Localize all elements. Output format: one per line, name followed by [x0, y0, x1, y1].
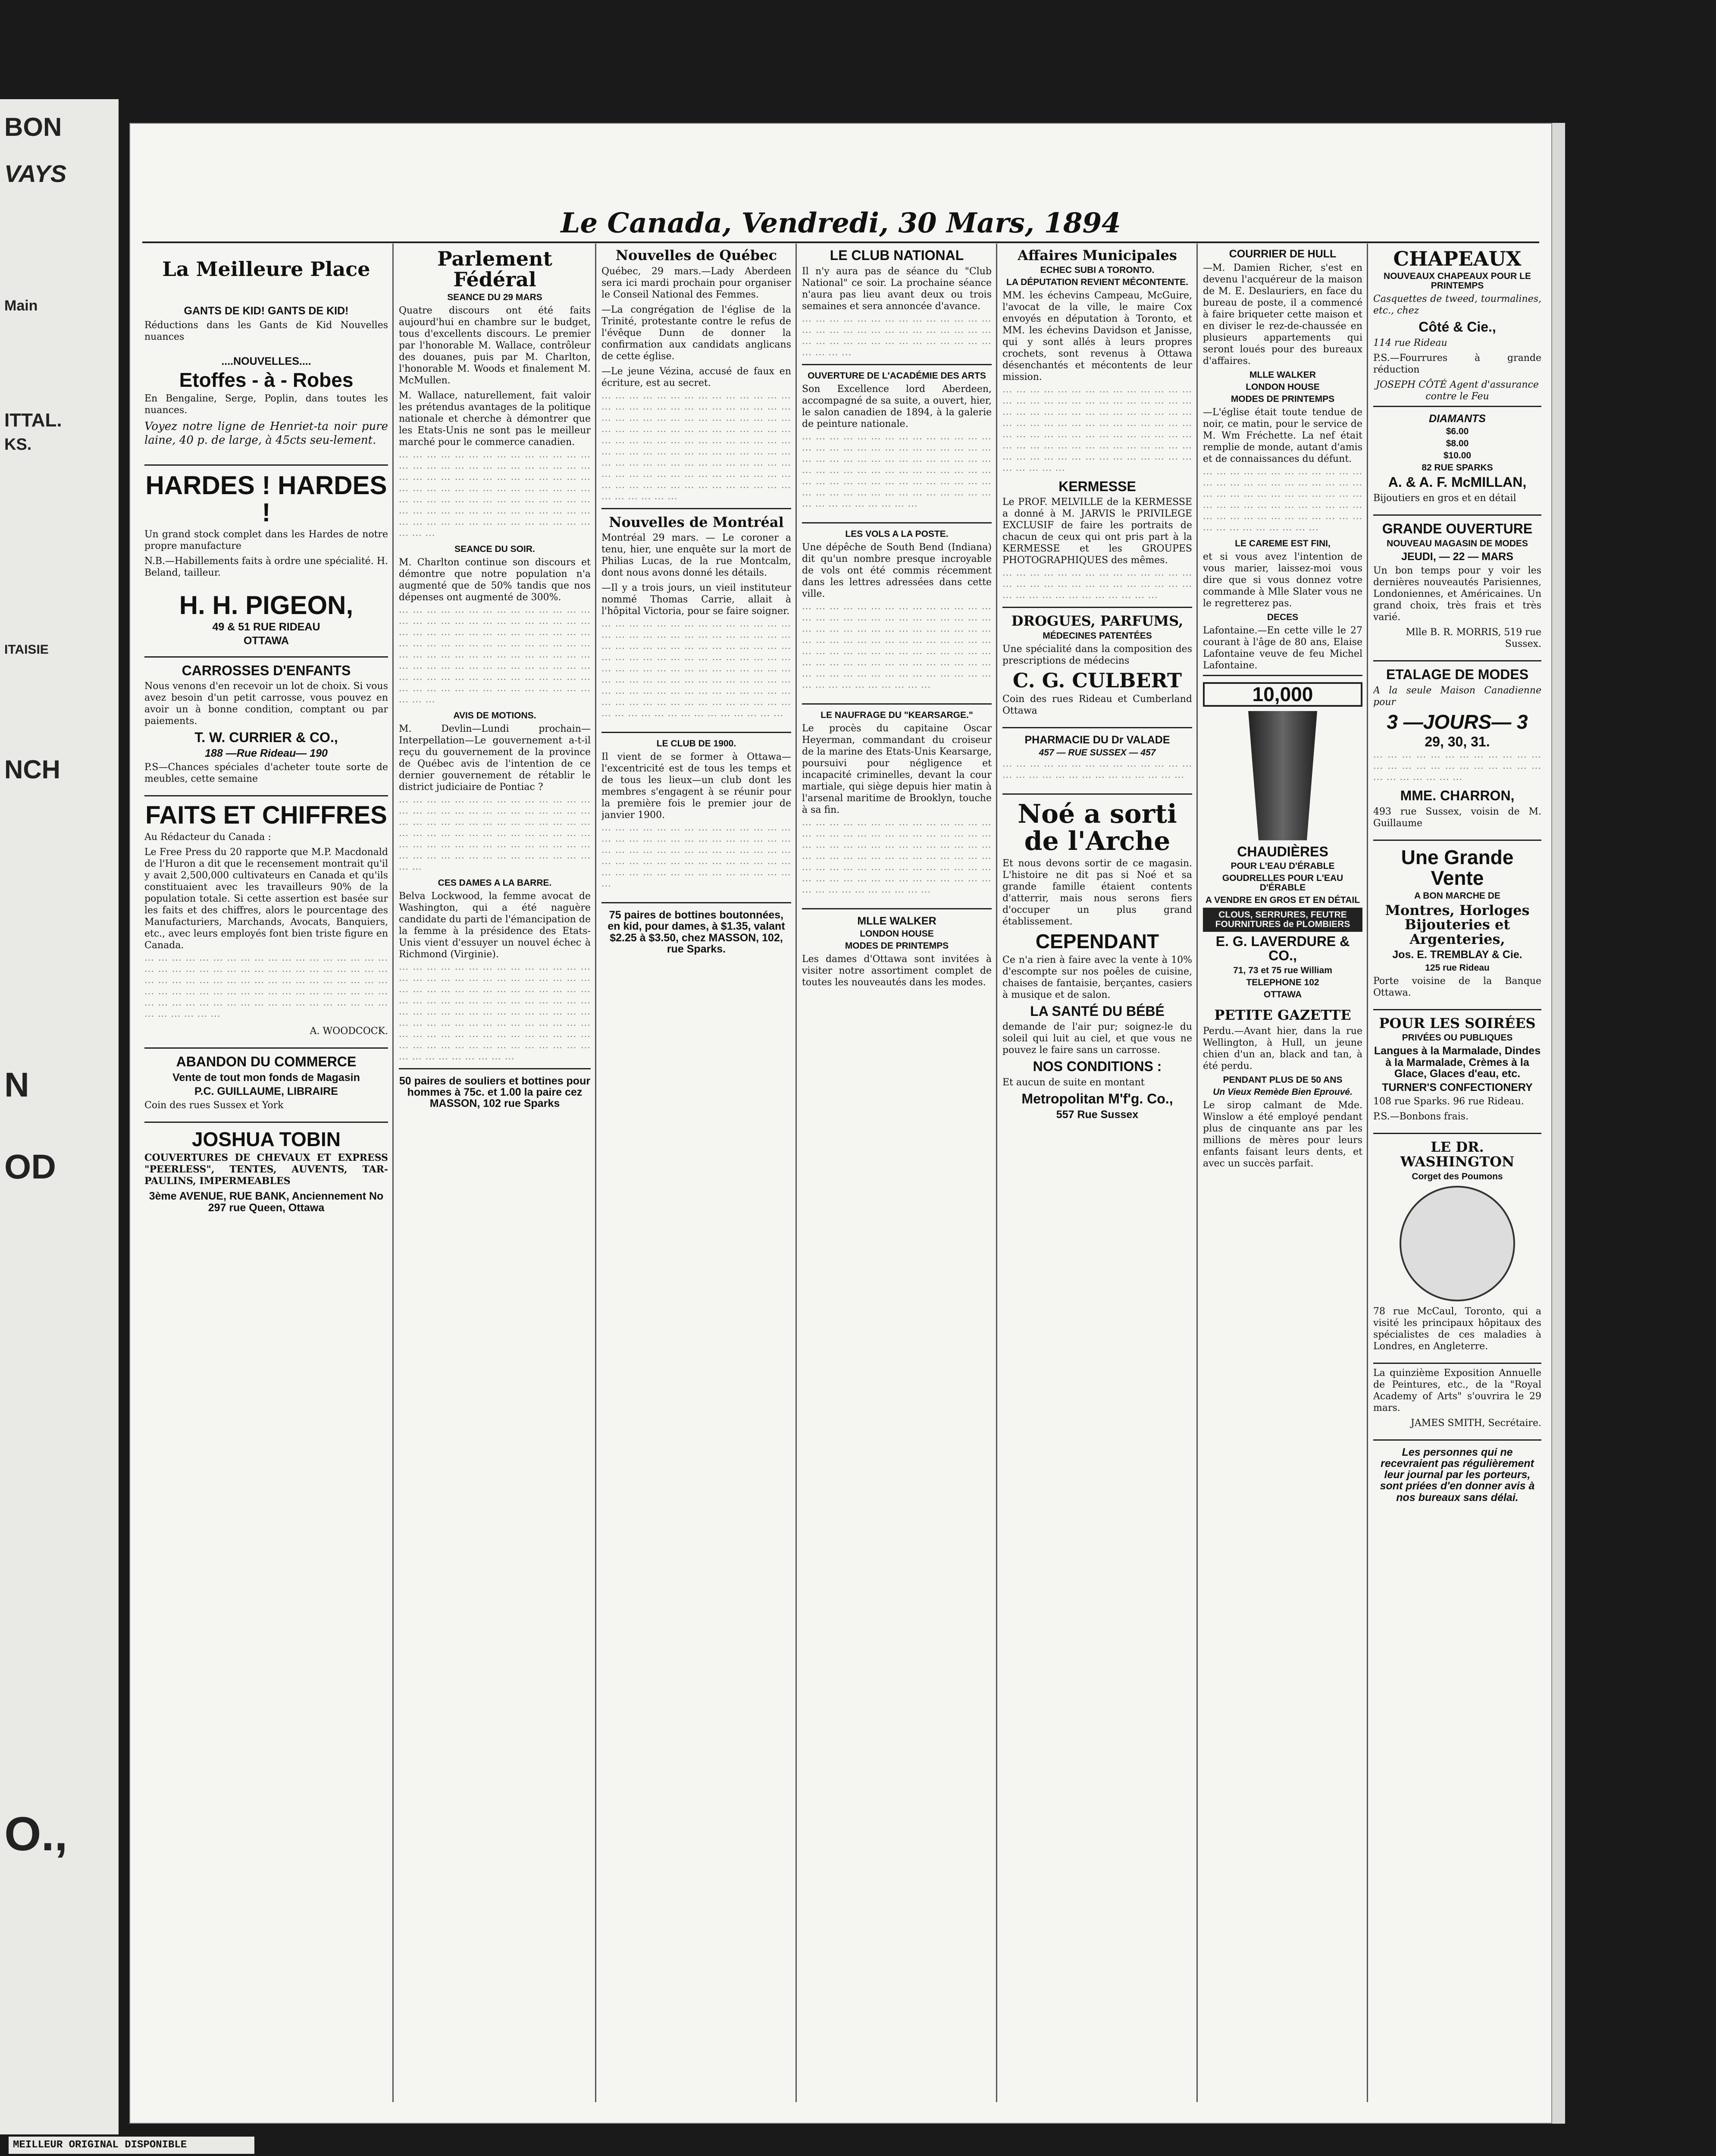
left-strip-text: BON [4, 113, 62, 141]
ad-headline: 50 paires de souliers et bottines pour hommes à 75c. et 1.00 la paire cez MASSON, 102 rue Sparks [399, 1075, 591, 1110]
ad-sub: LONDON HOUSE [1246, 382, 1320, 392]
ad-headline: La Meilleure Place [162, 257, 370, 281]
ad-headline: LE DR. WASHINGTON [1400, 1139, 1515, 1170]
article-text: —M. Damien Richer, s'est en devenu l'acquéreur de la maison de M. E. Deslauriers, en face du bureau de poste, il a commencé à faire briqueter cette maison et en diviser le rez-de-chaussée en plusieurs appartements qui seront loués pour des bureaux d'affaires. [1203, 263, 1362, 367]
article [601, 508, 791, 729]
ad-block [1373, 1363, 1541, 1436]
ad-block [1373, 514, 1541, 657]
ad-headline: MLLE WALKER [857, 915, 936, 927]
ad-price: $10.00 [1443, 451, 1472, 461]
article-title: LE CAREME EST FINI, [1235, 539, 1331, 549]
article-subhead: AVIS DE MOTIONS. [453, 710, 536, 721]
illegible-text: ··· ··· ··· ··· ··· ··· ··· ··· ··· ··· ··· ··· ··· ··· ··· ··· ··· ··· ··· ··· ··· ··· ··· ··· ··· ··· ··· ··· ··· ··· ··· ··· ··· ··· ··· ··· ··· ··· ··· ··· ··· ··· ··· ··· ··· ··· ··· ··· ··· ··· ··· ··· ··· ··· ··· ··· ··· ··· ··· ··· ··· ··· ··· ··· ··· ··· ··· ··· ··· ··· ··· ··· ··· ··· ··· ··· ··· ··· ··· ··· ··· ··· ··· ··· ··· ··· ··· ··· ··· ··· ··· ··· ··· ··· ··· ··· ··· ··· ··· ··· ··· ··· ··· ··· ··· ··· ··· ··· ··· ··· ··· ··· ··· ··· ··· ··· ··· ··· ··· ··· ··· ··· ··· ··· ··· ··· ··· ··· ··· ··· ··· ··· [601, 392, 791, 504]
newspaper-page [129, 123, 1552, 2124]
ad-headline: CARROSSES D'ENFANTS [182, 662, 351, 678]
article-text: Montréal 29 mars. — Le coroner a tenu, hier, une enquête sur la mort de Philias Lucas, de la rue Montcalm, dont nous avons donné les détails. [601, 533, 791, 579]
illegible-text: ··· ··· ··· ··· ··· ··· ··· ··· ··· ··· ··· ··· ··· ··· ··· ··· ··· ··· ··· ··· ··· ··· ··· ··· ··· ··· ··· ··· ··· ··· ··· ··· ··· ··· ··· ··· ··· ··· ··· ··· ··· ··· ··· ··· ··· ··· ··· ··· ··· ··· ··· ··· ··· ··· ··· ··· ··· ··· ··· ··· ··· ··· ··· ··· ··· ··· ··· ··· ··· ··· ··· ··· ··· ··· ··· ··· ··· ··· ··· ··· ··· ··· ··· ··· ··· ··· ··· ··· ··· ··· ··· ··· ··· ··· [802, 819, 992, 897]
ad-phone: TELEPHONE 102 [1246, 977, 1319, 987]
illegible-text: ··· ··· ··· ··· ··· ··· ··· ··· ··· ··· ··· ··· ··· ··· ··· ··· ··· ··· ··· ··· ··· ··· ··· ··· ··· ··· ··· ··· ··· ··· ··· ··· ··· ··· ··· ··· ··· ··· ··· ··· ··· ··· ··· ··· ··· ··· ··· ··· ··· ··· ··· ··· ··· ··· ··· ··· ··· ··· ··· ··· ··· ··· ··· ··· ··· ··· ··· ··· ··· ··· ··· ··· ··· ··· ··· ··· ··· ··· ··· ··· ··· ··· ··· ··· ··· ··· ··· ··· ··· ··· ··· ··· ··· ··· ··· ··· ··· ··· ··· ··· ··· ··· ··· ··· ··· ··· ··· ··· ··· ··· ··· ··· ··· ··· ··· [399, 607, 591, 707]
article-text: M. Wallace, naturellement, fait valoir les prétendus avantages de la politique nationale et cherche à démontrer que les Etats-Unis ne sont pas le meilleur marché pour le commerce canadien. [399, 390, 591, 448]
quality-banner: MEILLEUR ORIGINAL DISPONIBLE [9, 2137, 254, 2154]
column-1 [144, 246, 388, 2100]
ad-headline: JOSHUA TOBIN [191, 1128, 341, 1151]
ad-text: Ce n'a rien à faire avec la vente à 10% d'escompte sur nos poêles de cuisine, chaises de fantaisie, berçantes, casiers à musique et de salon. [1002, 954, 1192, 1000]
ad-firm: Jos. E. TREMBLAY & Cie. [1392, 949, 1522, 961]
article-text: M. Devlin—Lundi prochain—Interpellation—Le gouvernement a-t-il reçu du gouvernement de la province de Québec avis de l'intention de ce dernier gouvernement de rétablir le district judiciaire de Pontiac ? [399, 723, 591, 793]
article-subhead: CES DAMES A LA BARRE. [438, 877, 552, 888]
article-text: Perdu.—Avant hier, dans la rue Wellington, à Hull, un jeune chien d'un an, black and tan, à été perdu. [1203, 1025, 1362, 1072]
ad-city: OTTAWA [1263, 989, 1302, 1000]
ad-address: 457 — RUE SUSSEX — 457 [1039, 748, 1156, 758]
ad-firm: C. G. CULBERT [1012, 668, 1182, 692]
ad-text: En Bengaline, Serge, Poplin, dans toutes les nuances. [144, 393, 388, 416]
left-strip-text: N [4, 1065, 29, 1104]
illegible-text: ··· ··· ··· ··· ··· ··· ··· ··· ··· ··· ··· ··· ··· ··· ··· ··· ··· ··· ··· ··· ··· ··· ··· ··· ··· ··· ··· ··· ··· ··· ··· ··· ··· ··· ··· ··· ··· ··· ··· ··· ··· ··· ··· ··· ··· ··· ··· ··· ··· ··· ··· ··· ··· ··· ··· ··· ··· ··· ··· ··· ··· ··· ··· ··· ··· ··· ··· ··· ··· ··· ··· ··· ··· ··· ··· ··· ··· ··· ··· ··· ··· ··· ··· ··· ··· ··· ··· ··· ··· ··· ··· ··· ··· ··· ··· ··· ··· ··· ··· ··· ··· [399, 451, 591, 541]
ad-block [1002, 793, 1192, 1126]
ad-sub: CLOUS, SERRURES, FEUTRE FOURNITURES de PLOMBIERS [1203, 908, 1362, 932]
ad-sub: MODES DE PRINTEMPS [1231, 394, 1335, 404]
ad-block [1373, 406, 1541, 511]
ad-headline: Les personnes qui ne recevraient pas régulièrement leur journal par les porteurs, sont priées d'en donner avis à nos bureaux sans délai. [1380, 1446, 1535, 1504]
ad-text: Une spécialité dans la composition des prescriptions de médecins [1002, 643, 1192, 666]
ad-address: 108 rue Sparks. 96 rue Rideau. [1373, 1096, 1524, 1107]
illegible-text: ··· ··· ··· ··· ··· ··· ··· ··· ··· ··· ··· ··· ··· ··· ··· ··· ··· ··· ··· ··· ··· ··· ··· ··· ··· ··· ··· ··· ··· ··· ··· ··· ··· ··· ··· ··· ··· ··· ··· ··· [1002, 570, 1192, 603]
ad-sub: MODES DE PRINTEMPS [845, 941, 949, 951]
article [802, 703, 992, 905]
column-rule [392, 244, 394, 2102]
article-title: LE NAUFRAGE DU "KEARSARGE." [820, 710, 973, 720]
ad-block [399, 1068, 591, 1116]
left-strip-text: KS. [4, 436, 32, 454]
article-text: Lafontaine.—En cette ville le 27 courant à l'âge de 80 ans, Elaise Lafontaine veuve de feu Michel Lafontaine. [1203, 625, 1362, 671]
column-rule [595, 244, 596, 2102]
ad-firm: TURNER'S CONFECTIONERY [1382, 1081, 1533, 1094]
ad-label: DIAMANTS [1429, 412, 1486, 425]
column-5 [1002, 246, 1192, 2100]
illegible-text: ··· ··· ··· ··· ··· ··· ··· ··· ··· ··· ··· ··· ··· ··· ··· ··· ··· ··· ··· ··· ··· ··· ··· ··· ··· ··· ··· ··· ··· ··· ··· ··· ··· ··· ··· ··· ··· ··· ··· ··· ··· ··· ··· ··· ··· ··· ··· ··· ··· ··· ··· ··· ··· ··· ··· ··· ··· ··· ··· ··· ··· ··· ··· ··· ··· ··· ··· ··· ··· ··· ··· ··· ··· ··· ··· ··· ··· ··· ··· ··· ··· ··· ··· ··· ··· ··· [399, 796, 591, 874]
ad-firm: Mlle B. R. MORRIS, 519 rue Sussex. [1406, 627, 1541, 649]
ad-headline: MLLE WALKER [1249, 370, 1316, 380]
article-text: —L'église était toute tendue de noir, ce matin, pour le service de M. Wm Fréchette. La nef était remplie de monde, autant d'amis et de connaissances du défunt. [1203, 407, 1362, 465]
article-text: Le Free Press du 20 rapporte que M.P. Macdonald de l'Huron a dit que le recensement montrait qu'il y avait 2,500,000 cultivateurs en Canada et qu'ils constituaient avec les travailleurs 90% de la population totale. Si cette assertion est basée sur les faits et des chiffres, alors le pourcentage des Manufacturiers, Marchands, Avocats, Banquiers, etc., avec leurs employés font bien triste figure en Canada. [144, 846, 388, 951]
ad-text: Bijoutiers en gros et en détail [1373, 493, 1516, 504]
article-title: FAITS ET CHIFFRES [145, 801, 387, 830]
portrait-illustration [1400, 1186, 1515, 1301]
left-strip-text: Main [4, 298, 38, 314]
ad-headline: CHAPEAUX [1393, 247, 1522, 270]
ad-firm: MME. CHARRON, [1400, 788, 1515, 804]
page-edge [1552, 123, 1565, 2124]
ad-sub: Corget des Poumons [1412, 1171, 1503, 1181]
ad-block [1002, 607, 1192, 724]
article-text: Il n'y aura pas de séance du "Club National" ce soir. La prochaine séance n'aura pas lieu avant deux ou trois semaines et sera annoncée d'avance. [802, 266, 992, 312]
ad-address: 114 rue Rideau [1373, 337, 1447, 348]
ad-block [144, 464, 388, 653]
column-rule [1196, 244, 1198, 2102]
left-strip-text: ITTAL. [4, 410, 62, 431]
top-rule [142, 241, 1539, 243]
ad-headline: DROGUES, PARFUMS, [1011, 613, 1184, 630]
article-text: Au Rédacteur du Canada : [144, 831, 271, 843]
ad-address: 188 —Rue Rideau— 190 [205, 747, 328, 759]
ad-headline: CEPENDANT [1035, 930, 1159, 953]
article-signature: A. WOODCOCK. [310, 1025, 388, 1037]
article-title: COURRIER DE HULL [1229, 248, 1337, 260]
ad-headline: H. H. PIGEON, [179, 591, 354, 620]
ad-sub: LONDON HOUSE [860, 928, 934, 939]
article-title: LES VOLS A LA POSTE. [845, 529, 949, 539]
ad-text: Un grand stock complet dans les Hardes de notre propre manufacture [144, 529, 388, 552]
ad-address: 71, 73 et 75 rue William [1233, 965, 1332, 975]
left-strip-text: NCH [4, 755, 60, 784]
article-text: et si vous avez l'intention de vous marier, laissez-moi vous dire que si vous donnez votre commande à Mlle Slater vous ne le regretterez pas. [1203, 552, 1362, 609]
illegible-text: ··· ··· ··· ··· ··· ··· ··· ··· ··· ··· ··· ··· ··· ··· ··· ··· ··· ··· ··· ··· ··· ··· ··· ··· ··· ··· ··· ··· ··· ··· ··· ··· ··· ··· ··· ··· ··· ··· ··· ··· ··· ··· ··· ··· ··· ··· ··· ··· ··· ··· ··· ··· ··· ··· ··· ··· ··· ··· ··· ··· ··· ··· ··· ··· ··· ··· ··· ··· ··· ··· ··· ··· ··· ··· ··· ··· ··· ··· ··· ··· ··· ··· ··· ··· ··· ··· ··· ··· ··· ··· ··· ··· ··· ··· ··· ··· ··· ··· ··· ··· ··· ··· ··· [1002, 386, 1192, 476]
ad-text: P.S.—Bonbons frais. [1373, 1111, 1469, 1122]
article [601, 732, 791, 899]
article-title: PENDANT PLUS DE 50 ANS [1223, 1075, 1343, 1085]
ad-firm: A. & A. F. McMILLAN, [1388, 474, 1527, 490]
article [802, 522, 992, 700]
ad-signature: JAMES SMITH, Secrétaire. [1411, 1417, 1541, 1429]
ad-text: COUVERTURES DE CHEVAUX ET EXPRESS "PEERLESS", TENTES, AUVENTS, TAR-PAULINS, IMPERMEABLES [144, 1152, 388, 1187]
column-rule [996, 244, 997, 2102]
article-text: Le sirop calmant de Mde. Winslow a été employé pendant plus de cinquante ans par les millions de mères pour leurs enfants faisant leurs dents, et avec un succès parfait. [1203, 1100, 1362, 1169]
ad-headline: ABANDON DU COMMERCE [176, 1053, 357, 1069]
ad-line: ....NOUVELLES.... [221, 355, 311, 367]
article-title: Nouvelles de Québec [615, 247, 777, 263]
article-title: LE CLUB DE 1900. [656, 739, 736, 749]
ad-block [1203, 675, 1362, 1006]
ad-text: Et nous devons sortir de ce magasin. L'histoire ne dit pas si Noé et sa grande famille étaient contents d'atterrir, mais nous serons fiers d'occuper un plus grand établissement. [1002, 858, 1192, 927]
ad-address: 557 Rue Sussex [1056, 1108, 1139, 1121]
ad-text: demande de l'air pur; soignez-le du soleil qui luit au ciel, et que vous ne pouvez le faire sans un carrosse. [1002, 1022, 1192, 1056]
ad-text: 78 rue McCaul, Toronto, qui a visité les principaux hôpitaux des spécialistes de ces maladies à Londres, en Angleterre. [1373, 1306, 1541, 1352]
ad-address: 49 & 51 RUE RIDEAU [212, 621, 320, 633]
ad-address: 493 rue Sussex, voisin de M. Guillaume [1373, 806, 1541, 829]
article-text: MM. les échevins Campeau, McGuire, l'avocat de la ville, le maire Cox envoyés en députation à Toronto, et MM. les échevins Davidson et Janisse, qui y sont allés à leurs propres crochets, sont revenus à Ottawa désenchantés et mécontents de leur mission. [1002, 290, 1192, 382]
ad-text: A la seule Maison Canadienne pour [1373, 685, 1541, 708]
ad-headline: NOS CONDITIONS : [1033, 1059, 1162, 1075]
article-subhead: ECHEC SUBI A TORONTO. [1040, 265, 1155, 275]
ad-address: Coin des rues Rideau et Cumberland Ottawa [1002, 694, 1192, 717]
ad-side-text: JOSEPH CÔTÉ Agent d'assurance contre le Feu [1376, 379, 1539, 402]
ad-address: 82 RUE SPARKS [1422, 463, 1493, 473]
ad-number: 10,000 [1203, 682, 1362, 706]
article [802, 364, 992, 519]
ad-block [144, 656, 388, 792]
ad-sub: A VENDRE EN GROS ET EN DÉTAIL [1205, 895, 1360, 905]
ad-sub: Vente de tout mon fonds de Magasin [172, 1071, 360, 1084]
ad-firm: Metropolitan M'f'g. Co., [1021, 1091, 1173, 1106]
article-text: Une dépêche de South Bend (Indiana) dit qu'un nombre presque incroyable de vols ont été commis récemment dans les lettres adressées dans cette ville. [802, 542, 992, 599]
ad-city: OTTAWA [243, 635, 289, 647]
ad-headline: Une Grande Vente [1401, 846, 1514, 890]
ad-headline: CHAUDIÈRES [1237, 843, 1328, 859]
ad-block [1373, 1009, 1541, 1130]
ad-firm: T. W. CURRIER & CO., [194, 730, 338, 746]
ad-block [144, 1047, 388, 1118]
column-2 [399, 246, 591, 2100]
article-text: M. Charlton continue son discours et démontre que notre population n'a augmenté que de 50% tandis que nos dépenses ont augmenté de 300%. [399, 557, 591, 603]
illegible-text: ··· ··· ··· ··· ··· ··· ··· ··· ··· ··· ··· ··· ··· ··· ··· ··· ··· ··· ··· ··· ··· ··· ··· ··· ··· ··· ··· ··· [1002, 761, 1192, 783]
ad-firm: P.C. GUILLAUME, LIBRAIRE [194, 1085, 338, 1097]
ad-text: La quinzième Exposition Annuelle de Peintures, etc., de la "Royal Academy of Arts" s'ouvrira le 29 mars. [1373, 1367, 1541, 1413]
article-text: —Le jeune Vézina, accusé de faux en écriture, est au secret. [601, 366, 791, 389]
ad-sub: POUR L'EAU D'ÉRABLE [1231, 861, 1335, 871]
ad-headline: 75 paires de bottines boutonnées, en kid, pour dames, à $1.35, valant $2.25 à $3.50, chez MASSON, 102, rue Sparks. [607, 909, 785, 955]
ad-text: Les dames d'Ottawa sont invitées à visiter notre assortiment complet de toutes les nouveautés dans les modes. [802, 954, 992, 988]
ad-text: Réductions dans les Gants de Kid Nouvelles nuances [144, 320, 388, 342]
ad-text: Voyez notre ligne de Henriet-ta noir pure laine, 40 p. de large, à 45cts seu-lement. [144, 420, 388, 447]
ad-block [802, 908, 992, 995]
article-subhead: LA DÉPUTATION REVIENT MÉCONTENTE. [1006, 277, 1188, 287]
article-title: DECES [1267, 612, 1299, 623]
left-strip-text: O., [4, 1808, 68, 1861]
column-7 [1373, 246, 1541, 2100]
ad-headline: LA SANTÉ DU BÉBÉ [1030, 1003, 1165, 1019]
article-subhead: Un Vieux Remède Bien Eprouvé. [1213, 1087, 1353, 1097]
ad-firm: E. G. LAVERDURE & CO., [1215, 933, 1350, 964]
article-title: Parlement Fédéral [437, 247, 552, 291]
ad-block [1373, 660, 1541, 836]
ad-address: Coin des rues Sussex et York [144, 1100, 284, 1111]
article-text: Il vient de se former à Ottawa—l'excentricité est de tous les temps et de tous les lieux—un club dont les membres s'engagent à se réunir pour la première fois le premier jour de janvier 1900. [601, 752, 791, 821]
article-text: Son Excellence lord Aberdeen, accompagné de sa suite, a ouvert, hier, le salon canadien de 1894, à la galerie de peinture nationale. [802, 383, 992, 429]
ad-block [601, 902, 791, 961]
ad-text: Porte voisine de la Banque Ottawa. [1373, 975, 1541, 998]
ad-headline: ETALAGE DE MODES [1386, 666, 1529, 682]
illegible-text: ··· ··· ··· ··· ··· ··· ··· ··· ··· ··· ··· ··· ··· ··· ··· ··· ··· ··· ··· ··· ··· ··· ··· ··· ··· ··· ··· ··· ··· ··· ··· ··· ··· ··· ··· ··· ··· ··· ··· ··· ··· ··· ··· ··· ··· ··· ··· ··· ··· ··· ··· ··· ··· ··· ··· ··· ··· ··· ··· ··· ··· ··· ··· ··· ··· ··· ··· ··· ··· ··· ··· [601, 825, 791, 892]
left-strip-text: VAYS [4, 160, 67, 187]
ad-price: $8.00 [1446, 439, 1469, 449]
ad-sub: NOUVEAUX CHAPEAUX POUR LE PRINTEMPS [1384, 271, 1531, 291]
ad-text: N.B.—Habillements faits à ordre une spécialité. H. Beland, tailleur. [144, 556, 388, 579]
article-text: Le PROF. MELVILLE de la KERMESSE a donné à M. JARVIS le PRIVILEGE EXCLUSIF de faire les portraits de chacun de ceux qui ont pris part à la KERMESSE et les GROUPES PHOTOGRAPHIQUES des mêmes. [1002, 497, 1192, 566]
ad-block [1373, 840, 1541, 1006]
ad-text: P.S.—Fourrures à grande réduction [1373, 352, 1541, 375]
ad-address: 125 rue Rideau [1425, 962, 1490, 973]
article-text: Quatre discours ont été faits aujourd'hui en chambre sur le budget, tous d'excellents discours. Le premier par l'honorable M. Wallace, contrôleur des douanes, puis par M. Charlton, l'honorable M. Woods et finalement M. McMullen. [399, 305, 591, 386]
ad-date: JEUDI, — 22 — MARS [1401, 550, 1513, 563]
article-title: KERMESSE [1058, 478, 1136, 494]
ad-text: P.S—Chances spéciales d'acheter toute sorte de meubles, cette semaine [144, 762, 388, 785]
ad-address: 3ème AVENUE, RUE BANK, Anciennement No 297 rue Queen, Ottawa [149, 1190, 384, 1214]
ad-days: 3 —JOURS— 3 [1387, 710, 1528, 733]
adjacent-page-strip [0, 99, 119, 2134]
ad-block [1373, 1133, 1541, 1359]
pail-icon [1248, 711, 1317, 840]
illegible-text: ··· ··· ··· ··· ··· ··· ··· ··· ··· ··· ··· ··· ··· ··· ··· ··· ··· ··· ··· ··· ··· ··· ··· ··· ··· ··· ··· ··· ··· ··· ··· ··· ··· ··· ··· ··· ··· ··· ··· ··· ··· ··· ··· ··· ··· ··· ··· ··· ··· ··· ··· ··· ··· ··· ··· ··· ··· ··· ··· ··· ··· ··· ··· ··· ··· ··· ··· ··· ··· ··· ··· ··· ··· ··· ··· ··· ··· ··· ··· ··· ··· ··· ··· ··· ··· ··· ··· ··· ··· ··· ··· ··· ··· ··· ··· ··· ··· ··· ··· ··· ··· ··· ··· ··· ··· ··· ··· ··· ··· ··· ··· ··· ··· ··· ··· ··· ··· ··· ··· ··· ··· ··· ··· ··· ··· ··· [601, 621, 791, 721]
illegible-text: ··· ··· ··· ··· ··· ··· ··· ··· ··· ··· ··· ··· ··· ··· ··· ··· ··· ··· ··· ··· ··· ··· ··· ··· ··· ··· ··· ··· ··· ··· ··· [1373, 752, 1541, 785]
left-strip-text: ITAISIE [4, 642, 49, 657]
illegible-text: ··· ··· ··· ··· ··· ··· ··· ··· ··· ··· ··· ··· ··· ··· ··· ··· ··· ··· ··· ··· ··· ··· ··· ··· ··· ··· ··· ··· ··· ··· ··· ··· ··· ··· ··· ··· ··· ··· ··· ··· ··· ··· ··· ··· ··· ··· ··· ··· ··· ··· ··· ··· ··· ··· ··· ··· ··· ··· ··· ··· ··· ··· ··· ··· ··· ··· ··· ··· ··· ··· ··· ··· ··· ··· ··· ··· ··· ··· ··· ··· ··· ··· ··· ··· ··· ··· ··· ··· ··· ··· ··· ··· ··· ··· ··· ··· ··· ··· ··· ··· ··· ··· ··· ··· ··· ··· ··· ··· ··· ··· ··· ··· ··· ··· ··· ··· ··· ··· ··· ··· ··· [399, 964, 591, 1064]
article-title: OUVERTURE DE L'ACADÉMIE DES ARTS [808, 370, 986, 381]
ad-headline: Noé a sorti de l'Arche [1018, 799, 1177, 856]
article [144, 795, 388, 1044]
ad-headline: Etoffes - à - Robes [179, 368, 354, 391]
ad-headline: GRANDE OUVERTURE [1382, 521, 1533, 537]
left-strip-text: OD [4, 1147, 56, 1186]
illegible-text: ··· ··· ··· ··· ··· ··· ··· ··· ··· ··· ··· ··· ··· ··· ··· ··· ··· ··· ··· ··· ··· ··· ··· ··· ··· ··· ··· ··· ··· ··· ··· ··· ··· ··· ··· ··· ··· ··· ··· ··· ··· ··· ··· ··· ··· ··· ··· ··· ··· ··· ··· ··· ··· ··· ··· ··· ··· ··· ··· ··· ··· ··· ··· ··· ··· ··· ··· ··· ··· ··· ··· ··· ··· ··· ··· ··· ··· ··· ··· ··· ··· ··· ··· ··· ··· ··· ··· ··· ··· ··· ··· ··· ··· [802, 433, 992, 511]
article-title: PETITE GAZETTE [1214, 1006, 1351, 1023]
ad-sub: MÉDECINES PATENTÉES [1043, 630, 1152, 641]
ad-sub: PRIVÉES OU PUBLIQUES [1402, 1033, 1513, 1043]
ad-sub: GOUDRELLES POUR L'EAU D'ÉRABLE [1222, 873, 1343, 893]
ad-headline: HARDES ! HARDES ! [145, 471, 387, 527]
ad-text: Nous venons d'en recevoir un lot de choix. Si vous avez besoin d'un petit carrosse, vous pouvez en avoir un à bonne condition, comptant ou par paiements. [144, 681, 388, 727]
column-3 [601, 246, 791, 2100]
ad-headline: POUR LES SOIRÉES [1379, 1015, 1536, 1031]
ad-price: $6.00 [1446, 426, 1469, 437]
ad-block [1373, 1439, 1541, 1509]
illegible-text: ··· ··· ··· ··· ··· ··· ··· ··· ··· ··· ··· ··· ··· ··· ··· ··· ··· ··· ··· ··· ··· ··· ··· ··· ··· ··· ··· ··· ··· ··· ··· ··· ··· ··· ··· ··· ··· ··· ··· ··· ··· ··· ··· ··· ··· ··· ··· ··· ··· ··· ··· ··· ··· ··· ··· ··· ··· ··· ··· ··· ··· ··· ··· ··· ··· ··· ··· ··· ··· [1203, 469, 1362, 536]
article-text: Belva Lockwood, la femme avocat de Washington, qui a été naguère candidate du parti de l'émancipation de la femme à la présidence des Etats-Unis vient d'essuyer un nouvel échec à Richmond (Virginie). [399, 890, 591, 960]
illegible-text: ··· ··· ··· ··· ··· ··· ··· ··· ··· ··· ··· ··· ··· ··· ··· ··· ··· ··· ··· ··· ··· ··· ··· ··· ··· ··· ··· ··· ··· ··· ··· ··· ··· ··· ··· ··· ··· ··· ··· ··· ··· ··· ··· ··· ··· ··· ··· ··· ··· ··· ··· ··· ··· ··· ··· ··· ··· ··· ··· ··· ··· ··· ··· ··· ··· ··· ··· ··· ··· ··· ··· ··· ··· ··· ··· ··· ··· ··· ··· ··· ··· ··· ··· ··· ··· ··· ··· ··· ··· ··· ··· ··· ··· ··· ··· ··· ··· ··· ··· ··· ··· ··· ··· ··· ··· ··· ··· ··· [802, 603, 992, 693]
ad-sub: NOUVEAU MAGASIN DE MODES [1387, 538, 1528, 548]
ad-text: Et aucun de suite en montant [1002, 1077, 1145, 1088]
ad-text: Casquettes de tweed, tourmalines, etc., chez [1373, 294, 1541, 317]
column-rule [1367, 244, 1368, 2102]
ad-items: Montres, Horloges Bijouteries et Argenteries, [1385, 902, 1530, 947]
ad-text: Un bon temps pour y voir les dernières nouveautés Parisiennes, Londoniennes, et Américaines. Un grand choix, très frais et très varié. [1373, 565, 1541, 623]
article-subhead: SEANCE DU 29 MARS [447, 292, 542, 302]
ad-headline: PHARMACIE DU Dr VALADE [1024, 734, 1170, 746]
column-rule [795, 244, 797, 2102]
article-title: LE CLUB NATIONAL [830, 248, 964, 263]
article-text: —Il y a trois jours, un vieil instituteur nommé Thomas Carrie, allait à l'hôpital Victoria, pour se faire soigner. [601, 583, 791, 617]
article-text: Le procès du capitaine Oscar Heyerman, commandant du croiseur de la marine des Etats-Unis Kearsarge, poursuivi pour négligence et incapacité criminelles, devant la cour martiale, qui siège depuis hier matin à l'arsenal maritime de Brooklyn, touche à sa fin. [802, 723, 992, 815]
ad-sub: A BON MARCHE DE [1414, 890, 1500, 901]
column-6 [1203, 246, 1362, 2100]
article-title: Affaires Municipales [1018, 247, 1177, 263]
article-subhead: SEANCE DU SOIR. [454, 544, 535, 554]
article-text: —La congrégation de l'église de la Trinité, protestante contre le refus de l'évêque Dunn de donner la confirmation aux candidats anglicans de cette église. [601, 304, 791, 362]
ad-block [1002, 727, 1192, 790]
ad-block [144, 1122, 388, 1219]
column-4 [802, 246, 992, 2100]
article-text: Québec, 29 mars.—Lady Aberdeen sera ici mardi prochain pour organiser le Conseil National des Femmes. [601, 266, 791, 300]
ad-line: GANTS DE KID! GANTS DE KID! [184, 305, 349, 317]
article-title: Nouvelles de Montréal [609, 514, 784, 530]
illegible-text: ··· ··· ··· ··· ··· ··· ··· ··· ··· ··· ··· ··· ··· ··· ··· ··· ··· ··· ··· ··· ··· ··· ··· ··· ··· ··· ··· ··· ··· ··· ··· ··· ··· ··· ··· ··· ··· ··· ··· ··· ··· ··· ··· ··· ··· ··· [802, 316, 992, 360]
illegible-text: ··· ··· ··· ··· ··· ··· ··· ··· ··· ··· ··· ··· ··· ··· ··· ··· ··· ··· ··· ··· ··· ··· ··· ··· ··· ··· ··· ··· ··· ··· ··· ··· ··· ··· ··· ··· ··· ··· ··· ··· ··· ··· ··· ··· ··· ··· ··· ··· ··· ··· ··· ··· ··· ··· ··· ··· ··· ··· ··· ··· ··· ··· ··· ··· ··· ··· ··· ··· ··· ··· ··· ··· ··· ··· ··· ··· ··· ··· ··· ··· ··· ··· ··· ··· ··· ··· ··· ··· ··· ··· ··· ··· ··· ··· ··· ··· [144, 955, 388, 1022]
ad-dates: 29, 30, 31. [1425, 733, 1490, 749]
ad-firm: Côté & Cie., [1419, 319, 1496, 335]
ad-items: Langues à la Marmalade, Dindes à la Marmalade, Crèmes à la Glace, Glaces d'eau, etc. [1374, 1045, 1541, 1080]
masthead: Le Canada, Vendredi, 30 Mars, 1894 [561, 207, 1121, 239]
